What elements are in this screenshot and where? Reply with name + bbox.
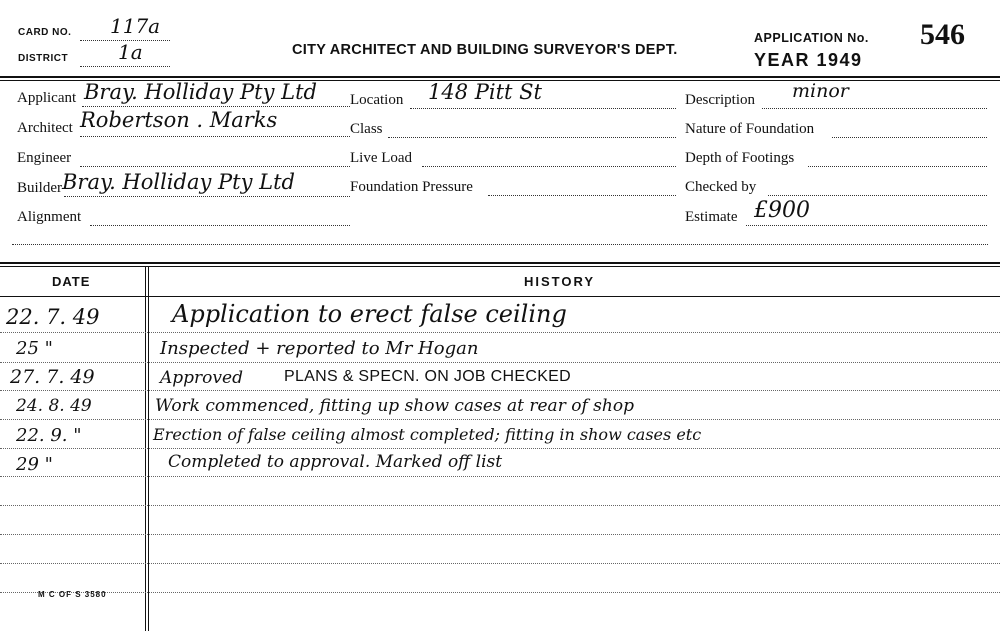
district-value: 1a: [118, 40, 143, 64]
architect-value: Robertson . Marks: [80, 108, 278, 132]
history-header-rule: [0, 296, 1000, 297]
card-no-value: 117a: [110, 14, 161, 38]
header-rule-top: [0, 76, 1000, 78]
history-date: 27. 7. 49: [10, 366, 95, 388]
history-header: HISTORY: [524, 274, 596, 289]
history-text: Work commenced, fitting up show cases at rear of shop: [155, 396, 634, 416]
history-date: 29 ": [16, 454, 53, 475]
history-line-10: [0, 592, 1000, 593]
location-value: 148 Pitt St: [428, 80, 542, 104]
location-line: [410, 108, 676, 109]
district-label: DISTRICT: [18, 53, 69, 64]
class-label: Class: [350, 121, 383, 137]
history-date: 22. 9. ": [16, 425, 82, 446]
checked-line: [768, 195, 987, 196]
application-label: APPLICATION No.: [754, 31, 869, 45]
builder-value: Bray. Holliday Pty Ltd: [62, 170, 295, 194]
applicant-label: Applicant: [17, 90, 77, 106]
nature-line: [832, 137, 987, 138]
history-text: Application to erect false ceiling: [172, 300, 567, 328]
history-date: 22. 7. 49: [6, 305, 100, 329]
history-line-9: [0, 563, 1000, 564]
history-date: 25 ": [16, 338, 53, 359]
nature-label: Nature of Foundation: [685, 121, 815, 137]
district-line: [80, 66, 170, 67]
builder-label: Builder: [17, 180, 62, 196]
engineer-line: [80, 166, 350, 167]
architect-line: [80, 136, 350, 137]
applicant-line: [82, 106, 350, 107]
history-text: Erection of false ceiling almost completed; fitting in show cases etc: [153, 425, 702, 444]
history-line-8: [0, 534, 1000, 535]
description-label: Description: [685, 92, 755, 108]
alignment-line: [90, 225, 350, 226]
history-line-7: [0, 505, 1000, 506]
live-load-label: Live Load: [350, 150, 413, 166]
dept-title: CITY ARCHITECT AND BUILDING SURVEYOR'S DEPT.: [292, 42, 678, 58]
history-line-4: [0, 419, 1000, 420]
location-label: Location: [350, 92, 404, 108]
depth-line: [808, 166, 987, 167]
engineer-label: Engineer: [17, 150, 72, 166]
depth-label: Depth of Footings: [685, 150, 795, 166]
class-line: [388, 137, 676, 138]
history-rule-top-2: [0, 266, 1000, 267]
history-line-2: [0, 362, 1000, 363]
foundation-pressure-label: Foundation Pressure: [350, 179, 473, 195]
history-line-1: [0, 332, 1000, 333]
live-load-line: [422, 166, 676, 167]
history-line-6: [0, 476, 1000, 477]
history-date: 24. 8. 49: [16, 396, 92, 416]
estimate-label: Estimate: [685, 209, 738, 225]
foundation-pressure-line: [488, 195, 676, 196]
builder-line: [64, 196, 350, 197]
date-header: DATE: [52, 274, 91, 289]
history-text: Inspected + reported to Mr Hogan: [160, 338, 479, 359]
form-code: M C OF S 3580: [38, 590, 107, 599]
card-no-label: CARD NO.: [18, 27, 72, 38]
history-text: Completed to approval. Marked off list: [168, 452, 503, 472]
description-value: minor: [792, 80, 849, 102]
application-number: 546: [920, 18, 965, 51]
year-text: YEAR 1949: [754, 50, 863, 70]
history-text: Approved: [160, 368, 243, 388]
history-rule-top: [0, 262, 1000, 264]
estimate-line: [746, 225, 987, 226]
history-line-3: [0, 390, 1000, 391]
history-line-5: [0, 448, 1000, 449]
applicant-value: Bray. Holliday Pty Ltd: [84, 80, 317, 104]
checked-label: Checked by: [685, 179, 757, 195]
architect-label: Architect: [17, 120, 73, 136]
alignment-label: Alignment: [17, 209, 82, 225]
estimate-value: £900: [754, 198, 810, 223]
fields-blank-line: [12, 244, 988, 245]
description-line: [762, 108, 987, 109]
checked-stamp: PLANS & SPECN. ON JOB CHECKED: [284, 368, 571, 385]
